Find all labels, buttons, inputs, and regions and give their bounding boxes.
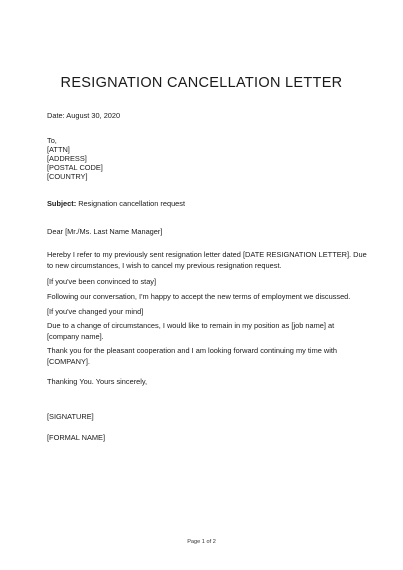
body-paragraph-4: Thank you for the pleasant cooperation and I am looking forward continuing my time with [COMPANY].	[47, 346, 338, 366]
formal-name-placeholder: [FORMAL NAME]	[47, 433, 106, 442]
subject-line	[47, 199, 185, 209]
body-note-changed-mind: [If you've changed your mind]	[47, 307, 144, 316]
signature-placeholder: [SIGNATURE]	[47, 412, 94, 421]
body-note-convinced: [If you've been convinced to stay]	[47, 277, 157, 286]
body-paragraph-3: Due to a change of circumstances, I would like to remain in my position as [job name] at [company name].	[47, 321, 335, 341]
recipient-to: To,	[47, 136, 57, 145]
body-paragraph-2: Following our conversation, I'm happy to accept the new terms of employment we discussed.	[47, 292, 351, 301]
body-paragraph-1: Hereby I refer to my previously sent resignation letter dated [DATE RESIGNATION LETTER]. Due to new circumstances, I wish to cancel my previous resignation request.	[47, 250, 367, 270]
subject-text: Resignation cancellation request	[78, 199, 186, 208]
recipient-postal-code: [POSTAL CODE]	[47, 163, 103, 172]
letter-date: Date: August 30, 2020	[47, 111, 121, 120]
recipient-address: [ADDRESS]	[47, 154, 87, 163]
page-number: Page 1 of 2	[187, 539, 216, 545]
subject-label: Subject:	[47, 199, 77, 208]
recipient-attn: [ATTN]	[47, 145, 70, 154]
salutation: Dear [Mr./Ms. Last Name Manager]	[47, 227, 163, 236]
recipient-country: [COUNTRY]	[47, 172, 88, 181]
letter-title: RESIGNATION CANCELLATION LETTER	[60, 75, 343, 91]
closing: Thanking You. Yours sincerely,	[47, 377, 148, 386]
